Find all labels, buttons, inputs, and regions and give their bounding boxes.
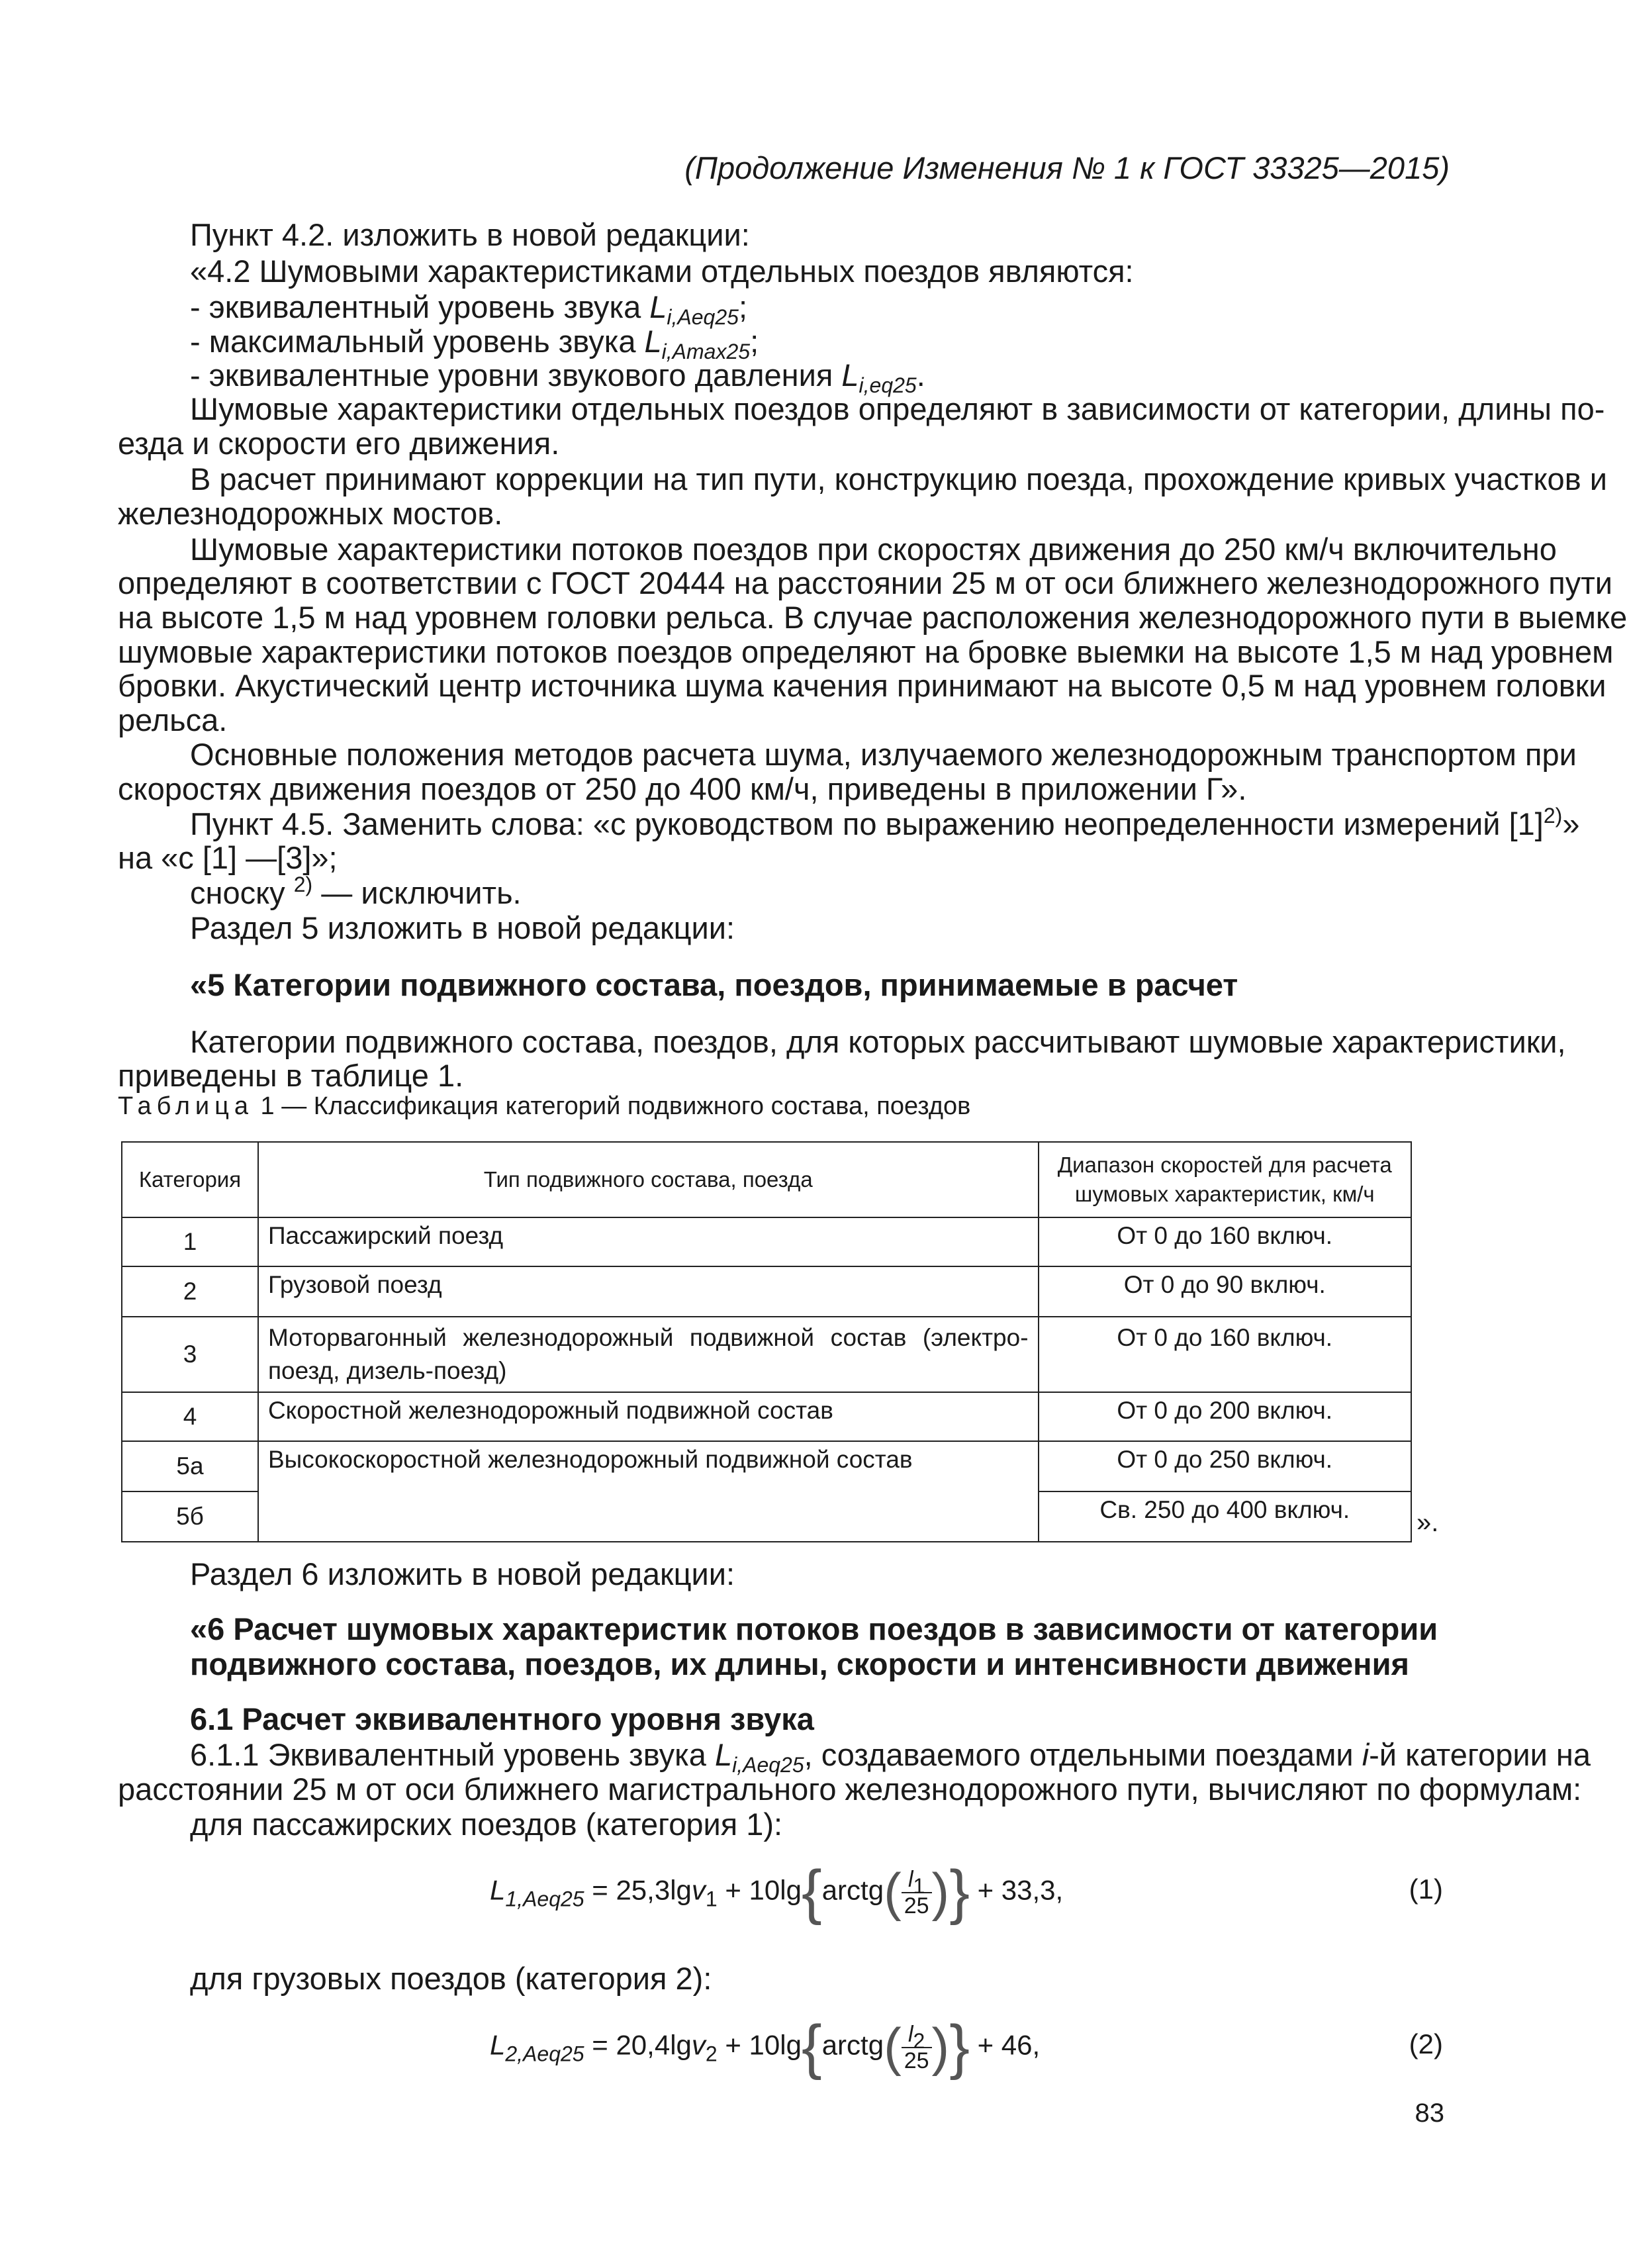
paragraph-line: [190, 1737, 1591, 1777]
formula-velocity-subscript: 2: [705, 2042, 718, 2066]
clause-4-2-intro: Пункт 4.2. изложить в новой редакции:: [190, 217, 750, 252]
formula-number: (1): [1409, 1873, 1443, 1905]
paragraph-line: бровки. Акустический центр источника шума качения принимают на высоте 0,5 м над уровнем головки: [118, 668, 1606, 703]
item-text: - эквивалентный уровень звука: [190, 289, 650, 324]
page-number: 83: [1415, 2099, 1444, 2128]
paragraph-line: Шумовые характеристики потоков поездов при скоростях движения до 250 км/ч включительно: [190, 532, 1557, 567]
header-category: Категория: [122, 1142, 258, 1217]
formula-velocity: v: [691, 1874, 706, 1906]
formula-term: = 25,3lg: [584, 1874, 692, 1906]
left-paren-icon: (: [884, 2017, 902, 2077]
section-6-intro: Раздел 6 изложить в новой редакции:: [190, 1556, 735, 1591]
cell-speed: От 0 до 200 включ.: [1039, 1392, 1411, 1441]
table-caption-word: Таблица: [118, 1092, 254, 1120]
right-brace-icon: }: [949, 2013, 970, 2081]
cell-speed: От 0 до 90 включ.: [1039, 1266, 1411, 1317]
cell-category: 5а: [122, 1441, 258, 1491]
footnote-ref: 2): [1543, 804, 1563, 827]
list-item-pressure-levels: [190, 357, 1515, 397]
paragraph-line: езда и скорости его движения.: [118, 426, 560, 461]
left-paren-icon: (: [884, 1862, 902, 1922]
formula-term: + 10lg: [717, 1874, 802, 1906]
formula-term: + 46,: [969, 2029, 1041, 2061]
table-row: [122, 1392, 1411, 1441]
table-row: [122, 1317, 1411, 1392]
table-header-row: [122, 1142, 1411, 1217]
paragraph-line: Основные положения методов расчета шума, излучаемого железнодорожным транспортом при: [190, 737, 1577, 772]
cell-category: 1: [122, 1217, 258, 1266]
length-subscript: 2: [913, 2028, 925, 2053]
section-6-heading: «6 Расчет шумовых характеристик потоков поездов в зависимости от категории: [190, 1611, 1438, 1646]
list-item-maximum-level: [190, 324, 1515, 363]
text: , создаваемого отдельными поездами: [804, 1737, 1362, 1772]
variable-L: L: [649, 289, 667, 324]
section-6-heading: подвижного состава, поездов, их длины, скорости и интенсивности движения: [190, 1646, 1409, 1681]
section-5-intro: Раздел 5 изложить в новой редакции:: [190, 910, 735, 945]
cell-category: 4: [122, 1392, 258, 1441]
categories-table: [121, 1141, 1412, 1542]
list-item-equivalent-level: [190, 289, 1515, 329]
clause-4-5-end: »: [1562, 806, 1580, 841]
table-caption-text: 1 — Классификация категорий подвижного состава, поездов: [254, 1092, 971, 1120]
cell-speed: Св. 250 до 400 включ.: [1039, 1491, 1411, 1542]
variable-L: L: [644, 324, 662, 359]
running-header: (Продолжение Изменения № 1 к ГОСТ 33325—2015): [684, 150, 1450, 185]
item-end: ;: [738, 289, 747, 324]
formula-term: + 10lg: [717, 2029, 802, 2061]
paragraph-line: на высоте 1,5 м над уровнем головки рельса. В случае расположения железнодорожного пути в выемке: [118, 600, 1627, 635]
right-brace-icon: }: [949, 1858, 970, 1926]
formula-velocity: v: [691, 2029, 706, 2061]
variable-subscript: i,Aeq25: [732, 1753, 804, 1777]
left-brace-icon: {: [801, 1858, 822, 1926]
cell-type: Скоростной железнодорожный подвижной состав: [258, 1392, 1039, 1441]
cell-speed: От 0 до 160 включ.: [1039, 1317, 1411, 1392]
cell-type: Пассажирский поезд: [258, 1217, 1039, 1266]
formula-number: (2): [1409, 2028, 1443, 2059]
variable-L: L: [841, 357, 859, 393]
variable-subscript: i,Amax25: [661, 340, 751, 363]
formula-arctg: arctg: [821, 2029, 884, 2061]
variable-subscript: i,Aeq25: [667, 305, 739, 329]
length-subscript: 1: [913, 1873, 925, 1898]
cell-category: 2: [122, 1266, 258, 1317]
length-var: l: [907, 2021, 913, 2047]
variable-subscript: i,eq25: [859, 373, 917, 397]
footnote-ref: 2): [293, 873, 313, 896]
paragraph-line: Категории подвижного состава, поездов, для которых рассчитывают шумовые характеристики,: [190, 1024, 1566, 1059]
table-row: [122, 1441, 1411, 1491]
clause-4-5-text: Пункт 4.5. Заменить слова: «с руководством по выражению неопределенности измерений [1]: [190, 806, 1544, 841]
formula-1: [490, 1858, 1063, 1927]
text: 6.1.1 Эквивалентный уровень звука: [190, 1737, 715, 1772]
clause-4-5-line: [190, 804, 1580, 842]
right-paren-icon: ): [931, 1862, 950, 1922]
item-text: - эквивалентные уровни звукового давления: [190, 357, 842, 393]
text: -й категории на: [1369, 1737, 1591, 1772]
header-type: Тип подвижного состава, поезда: [258, 1142, 1039, 1217]
item-end: ;: [750, 324, 759, 359]
table-row: [122, 1217, 1411, 1266]
subsection-6-1-heading: 6.1 Расчет эквивалентного уровня звука: [190, 1701, 814, 1736]
length-var: l: [907, 1866, 913, 1892]
formula-lhs-subscript: 1,Aeq25: [505, 1887, 584, 1911]
section-5-heading: «5 Категории подвижного состава, поездов, принимаемые в расчет: [190, 967, 1238, 1002]
left-brace-icon: {: [801, 2013, 822, 2081]
paragraph-line: определяют в соответствии с ГОСТ 20444 на расстоянии 25 м от оси ближнего железнодорожного пути: [118, 565, 1613, 600]
item-end: .: [916, 357, 925, 393]
formula-velocity-subscript: 1: [705, 1887, 718, 1911]
fraction: [902, 1867, 932, 1918]
paragraph-line: Шумовые характеристики отдельных поездов определяют в зависимости от категории, длины по-: [190, 391, 1605, 426]
item-text: - максимальный уровень звука: [190, 324, 645, 359]
table-caption: [118, 1092, 970, 1121]
fraction: [902, 2022, 932, 2073]
paragraph-line: расстоянии 25 м от оси ближнего магистрального железнодорожного пути, вычисляют по формулам:: [118, 1772, 1582, 1807]
formula-lhs: L: [490, 1874, 506, 1906]
cell-speed: От 0 до 160 включ.: [1039, 1217, 1411, 1266]
formula-term: = 20,4lg: [584, 2029, 692, 2061]
formula-lhs: L: [490, 2029, 506, 2061]
formula-lhs-subscript: 2,Aeq25: [505, 2042, 584, 2066]
footnote-text: сноску: [190, 875, 294, 910]
cell-type: Высокоскоростной железнодорожный подвижной состав: [258, 1441, 1039, 1542]
paragraph-line: шумовые характеристики потоков поездов определяют на бровке выемки на высоте 1,5 м над уровнем: [118, 634, 1614, 669]
right-paren-icon: ): [931, 2017, 950, 2077]
table-end-mark: ».: [1417, 1508, 1439, 1537]
paragraph-line: железнодорожных мостов.: [118, 496, 503, 531]
paragraph-line: приведены в таблице 1.: [118, 1058, 464, 1093]
footnote-end: — исключить.: [312, 875, 522, 910]
fraction-numerator: [902, 2021, 932, 2053]
variable-i: i: [1362, 1737, 1370, 1772]
formula-2: [490, 2012, 1040, 2082]
fraction-denominator: 25: [904, 2048, 929, 2073]
formula-arctg: arctg: [821, 1874, 884, 1906]
cell-type: Грузовой поезд: [258, 1266, 1039, 1317]
paragraph-line: скоростях движения поездов от 250 до 400 км/ч, приведены в приложении Г».: [118, 771, 1247, 806]
fraction-denominator: 25: [904, 1893, 929, 1918]
clause-4-5-line: [190, 875, 1515, 911]
fraction-numerator: [902, 1866, 932, 1898]
paragraph-line: В расчет принимают коррекции на тип пути, конструкцию поезда, прохождение кривых участков и: [190, 461, 1607, 496]
passenger-trains-label: для пассажирских поездов (категория 1):: [190, 1807, 783, 1842]
clause-4-5-line: на «с [1] —[3]»;: [118, 840, 338, 875]
header-speed-range: Диапазон скоростей для расчета шумовых характеристик, км/ч: [1039, 1142, 1411, 1217]
cell-category: 5б: [122, 1491, 258, 1542]
freight-trains-label: для грузовых поездов (категория 2):: [190, 1961, 712, 1996]
clause-4-2-lead: «4.2 Шумовыми характеристиками отдельных поездов являются:: [190, 254, 1134, 289]
paragraph-line: рельса.: [118, 702, 228, 737]
cell-category: 3: [122, 1317, 258, 1392]
cell-type: Моторвагонный железнодорожный подвижной состав (электро-поезд, дизель-поезд): [258, 1317, 1039, 1392]
variable-L: L: [714, 1737, 733, 1772]
cell-speed: От 0 до 250 включ.: [1039, 1441, 1411, 1491]
table-row: [122, 1266, 1411, 1317]
formula-term: + 33,3,: [969, 1874, 1064, 1906]
